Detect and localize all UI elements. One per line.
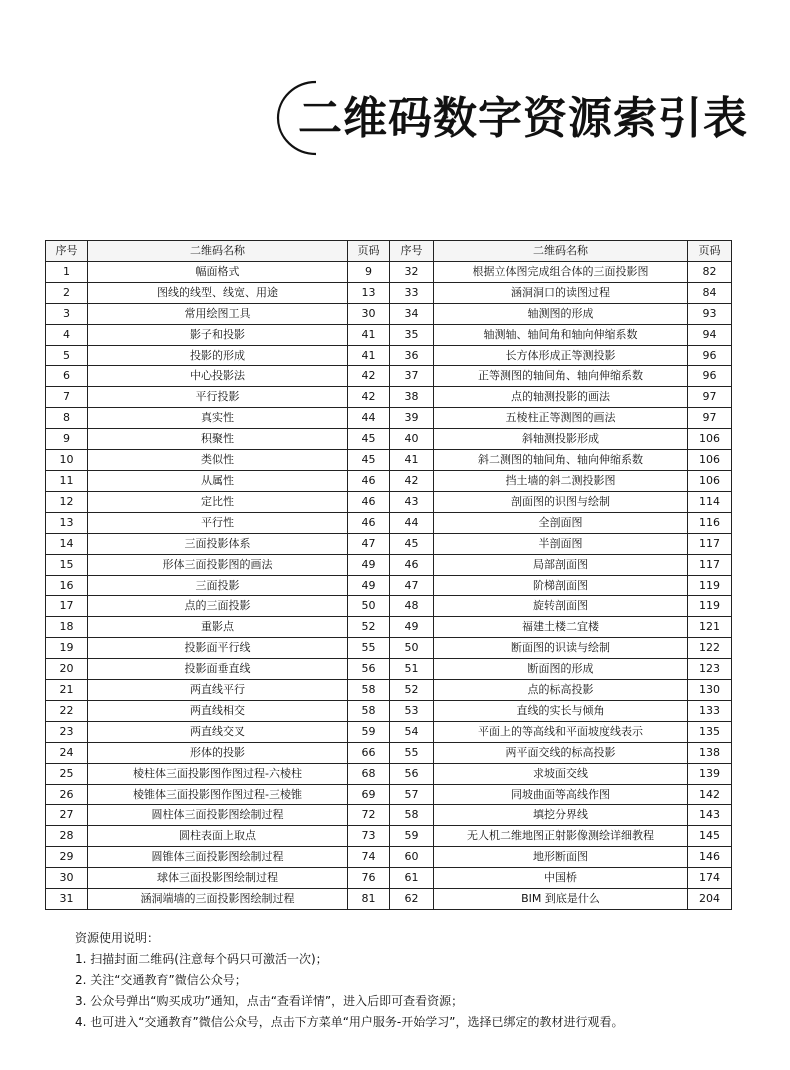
row-number-left: 24 (46, 742, 88, 763)
page-number-left: 74 (348, 847, 390, 868)
page-number-right: 117 (688, 554, 732, 575)
row-number-right: 57 (390, 784, 434, 805)
qr-name-left: 投影的形成 (88, 345, 348, 366)
table-row (46, 324, 732, 345)
row-number-left: 2 (46, 282, 88, 303)
row-number-right: 47 (390, 575, 434, 596)
qr-name-left: 真实性 (88, 408, 348, 429)
qr-name-left: 中心投影法 (88, 366, 348, 387)
header-no-left: 序号 (46, 241, 88, 262)
row-number-left: 9 (46, 429, 88, 450)
table-row (46, 805, 732, 826)
qr-name-right: 挡土墙的斜二测投影图 (434, 470, 688, 491)
row-number-left: 22 (46, 700, 88, 721)
table-row (46, 721, 732, 742)
page-number-left: 49 (348, 575, 390, 596)
row-number-left: 19 (46, 638, 88, 659)
qr-name-right: 阶梯剖面图 (434, 575, 688, 596)
qr-name-left: 图线的线型、线宽、用途 (88, 282, 348, 303)
row-number-left: 10 (46, 450, 88, 471)
row-number-right: 35 (390, 324, 434, 345)
row-number-right: 49 (390, 617, 434, 638)
row-number-right: 34 (390, 303, 434, 324)
row-number-right: 33 (390, 282, 434, 303)
header-name-right: 二维码名称 (434, 241, 688, 262)
qr-name-left: 类似性 (88, 450, 348, 471)
row-number-right: 32 (390, 261, 434, 282)
page-number-left: 46 (348, 512, 390, 533)
table-row (46, 659, 732, 680)
row-number-right: 45 (390, 533, 434, 554)
page-number-right: 133 (688, 700, 732, 721)
row-number-left: 7 (46, 387, 88, 408)
row-number-right: 46 (390, 554, 434, 575)
page-number-right: 130 (688, 680, 732, 701)
row-number-right: 44 (390, 512, 434, 533)
qr-name-right: BIM 到底是什么 (434, 889, 688, 910)
page-number-right: 121 (688, 617, 732, 638)
table-header-row (46, 241, 732, 262)
row-number-left: 13 (46, 512, 88, 533)
page-number-right: 174 (688, 868, 732, 889)
row-number-left: 26 (46, 784, 88, 805)
row-number-right: 62 (390, 889, 434, 910)
qr-name-right: 根据立体图完成组合体的三面投影图 (434, 261, 688, 282)
table-row (46, 303, 732, 324)
page-number-left: 46 (348, 470, 390, 491)
qr-name-right: 点的轴测投影的画法 (434, 387, 688, 408)
page-number-left: 72 (348, 805, 390, 826)
table-row (46, 387, 732, 408)
qr-name-right: 同坡曲面等高线作图 (434, 784, 688, 805)
row-number-right: 50 (390, 638, 434, 659)
page-number-left: 55 (348, 638, 390, 659)
page-number-right: 94 (688, 324, 732, 345)
qr-name-left: 平行投影 (88, 387, 348, 408)
table-row (46, 470, 732, 491)
row-number-left: 31 (46, 889, 88, 910)
row-number-left: 17 (46, 596, 88, 617)
page-number-right: 117 (688, 533, 732, 554)
page-number-right: 145 (688, 826, 732, 847)
qr-name-right: 五棱柱正等测图的画法 (434, 408, 688, 429)
page-number-right: 204 (688, 889, 732, 910)
usage-heading: 资源使用说明： (75, 931, 160, 945)
title-block (268, 78, 748, 158)
qr-name-left: 影子和投影 (88, 324, 348, 345)
qr-name-right: 局部剖面图 (434, 554, 688, 575)
qr-name-right: 轴测轴、轴间角和轴向伸缩系数 (434, 324, 688, 345)
row-number-left: 20 (46, 659, 88, 680)
qr-name-left: 棱锥体三面投影图作图过程-三棱锥 (88, 784, 348, 805)
qr-name-right: 填挖分界线 (434, 805, 688, 826)
row-number-left: 21 (46, 680, 88, 701)
page-number-right: 93 (688, 303, 732, 324)
qr-name-right: 福建土楼二宜楼 (434, 617, 688, 638)
row-number-left: 5 (46, 345, 88, 366)
qr-name-right: 求坡面交线 (434, 763, 688, 784)
row-number-right: 55 (390, 742, 434, 763)
qr-name-left: 形体三面投影图的画法 (88, 554, 348, 575)
qr-name-left: 圆柱体三面投影图绘制过程 (88, 805, 348, 826)
qr-name-right: 斜轴测投影形成 (434, 429, 688, 450)
qr-name-right: 旋转剖面图 (434, 596, 688, 617)
page-number-right: 96 (688, 345, 732, 366)
row-number-right: 61 (390, 868, 434, 889)
table-row (46, 742, 732, 763)
usage-item: 4. 也可进入“交通教育”微信公众号，点击下方菜单“用户服务-开始学习”，选择已绑定的教材进行观看。 (75, 1015, 624, 1029)
row-number-left: 29 (46, 847, 88, 868)
page-number-left: 50 (348, 596, 390, 617)
qr-name-right: 两平面交线的标高投影 (434, 742, 688, 763)
page-number-left: 76 (348, 868, 390, 889)
qr-name-left: 涵洞端墙的三面投影图绘制过程 (88, 889, 348, 910)
page-number-left: 52 (348, 617, 390, 638)
page-number-right: 84 (688, 282, 732, 303)
row-number-left: 3 (46, 303, 88, 324)
page-number-left: 13 (348, 282, 390, 303)
row-number-right: 54 (390, 721, 434, 742)
table-body (46, 261, 732, 909)
qr-name-left: 幅面格式 (88, 261, 348, 282)
row-number-left: 16 (46, 575, 88, 596)
page-number-right: 123 (688, 659, 732, 680)
page-number-left: 42 (348, 387, 390, 408)
page-number-left: 42 (348, 366, 390, 387)
page-number-right: 106 (688, 470, 732, 491)
header-page-left: 页码 (348, 241, 390, 262)
qr-name-right: 正等测图的轴间角、轴向伸缩系数 (434, 366, 688, 387)
page-number-left: 56 (348, 659, 390, 680)
table-row (46, 847, 732, 868)
table-row (46, 575, 732, 596)
qr-name-right: 长方体形成正等测投影 (434, 345, 688, 366)
page-number-left: 44 (348, 408, 390, 429)
row-number-right: 52 (390, 680, 434, 701)
row-number-left: 23 (46, 721, 88, 742)
page-number-left: 66 (348, 742, 390, 763)
row-number-right: 42 (390, 470, 434, 491)
qr-name-left: 两直线平行 (88, 680, 348, 701)
table-row (46, 512, 732, 533)
row-number-left: 12 (46, 491, 88, 512)
qr-name-right: 地形断面图 (434, 847, 688, 868)
table-row (46, 700, 732, 721)
page-number-right: 138 (688, 742, 732, 763)
page-number-right: 119 (688, 596, 732, 617)
page-number-right: 143 (688, 805, 732, 826)
qr-name-right: 全剖面图 (434, 512, 688, 533)
table-row (46, 680, 732, 701)
row-number-left: 30 (46, 868, 88, 889)
table-row (46, 282, 732, 303)
table-row (46, 408, 732, 429)
row-number-right: 40 (390, 429, 434, 450)
row-number-left: 18 (46, 617, 88, 638)
usage-item: 3. 公众号弹出“购买成功”通知，点击“查看详情”，进入后即可查看资源； (75, 994, 464, 1008)
qr-name-left: 定比性 (88, 491, 348, 512)
usage-item: 2. 关注“交通教育”微信公众号； (75, 973, 247, 987)
row-number-right: 58 (390, 805, 434, 826)
row-number-right: 36 (390, 345, 434, 366)
qr-name-left: 从属性 (88, 470, 348, 491)
page-number-left: 9 (348, 261, 390, 282)
page-number-right: 114 (688, 491, 732, 512)
page-number-right: 96 (688, 366, 732, 387)
row-number-right: 60 (390, 847, 434, 868)
qr-name-left: 投影面垂直线 (88, 659, 348, 680)
page-number-left: 45 (348, 429, 390, 450)
qr-name-right: 半剖面图 (434, 533, 688, 554)
row-number-right: 59 (390, 826, 434, 847)
qr-name-left: 重影点 (88, 617, 348, 638)
qr-name-left: 圆柱表面上取点 (88, 826, 348, 847)
header-page-right: 页码 (688, 241, 732, 262)
qr-name-left: 积聚性 (88, 429, 348, 450)
row-number-left: 15 (46, 554, 88, 575)
table-row (46, 366, 732, 387)
qr-name-left: 两直线交叉 (88, 721, 348, 742)
table-row (46, 638, 732, 659)
qr-name-left: 三面投影 (88, 575, 348, 596)
row-number-left: 27 (46, 805, 88, 826)
page-number-left: 73 (348, 826, 390, 847)
row-number-right: 53 (390, 700, 434, 721)
row-number-left: 1 (46, 261, 88, 282)
header-name-left: 二维码名称 (88, 241, 348, 262)
page-number-right: 106 (688, 429, 732, 450)
qr-name-right: 轴测图的形成 (434, 303, 688, 324)
qr-name-right: 直线的实长与倾角 (434, 700, 688, 721)
page-number-left: 59 (348, 721, 390, 742)
row-number-right: 37 (390, 366, 434, 387)
page-number-right: 97 (688, 387, 732, 408)
page-number-left: 69 (348, 784, 390, 805)
usage-item: 1. 扫描封面二维码(注意每个码只可激活一次)； (75, 952, 328, 966)
table-row (46, 491, 732, 512)
qr-name-left: 两直线相交 (88, 700, 348, 721)
qr-name-right: 平面上的等高线和平面坡度线表示 (434, 721, 688, 742)
row-number-left: 4 (46, 324, 88, 345)
row-number-left: 25 (46, 763, 88, 784)
page-number-right: 122 (688, 638, 732, 659)
qr-name-left: 常用绘图工具 (88, 303, 348, 324)
page-number-left: 30 (348, 303, 390, 324)
qr-name-right: 断面图的识读与绘制 (434, 638, 688, 659)
row-number-right: 41 (390, 450, 434, 471)
header-no-right: 序号 (390, 241, 434, 262)
page-number-left: 41 (348, 324, 390, 345)
qr-name-right: 点的标高投影 (434, 680, 688, 701)
row-number-right: 43 (390, 491, 434, 512)
qr-name-left: 棱柱体三面投影图作图过程-六棱柱 (88, 763, 348, 784)
page-number-left: 46 (348, 491, 390, 512)
table-row (46, 784, 732, 805)
row-number-right: 39 (390, 408, 434, 429)
page-number-left: 47 (348, 533, 390, 554)
table-row (46, 261, 732, 282)
table-row (46, 429, 732, 450)
qr-name-left: 三面投影体系 (88, 533, 348, 554)
table-row (46, 763, 732, 784)
page-number-right: 135 (688, 721, 732, 742)
table-row (46, 889, 732, 910)
table-row (46, 617, 732, 638)
table-row (46, 554, 732, 575)
qr-name-left: 点的三面投影 (88, 596, 348, 617)
page-number-left: 58 (348, 680, 390, 701)
qr-name-right: 中国桥 (434, 868, 688, 889)
table-row (46, 596, 732, 617)
row-number-right: 48 (390, 596, 434, 617)
qr-name-right: 剖面图的识图与绘制 (434, 491, 688, 512)
qr-index-table (45, 240, 732, 910)
page-number-left: 49 (348, 554, 390, 575)
page-number-right: 146 (688, 847, 732, 868)
row-number-left: 6 (46, 366, 88, 387)
row-number-right: 38 (390, 387, 434, 408)
page-number-left: 45 (348, 450, 390, 471)
qr-name-right: 无人机二维地图正射影像测绘详细教程 (434, 826, 688, 847)
page-number-right: 142 (688, 784, 732, 805)
table-row (46, 450, 732, 471)
row-number-left: 14 (46, 533, 88, 554)
page-number-right: 116 (688, 512, 732, 533)
page-number-left: 68 (348, 763, 390, 784)
table-row (46, 533, 732, 554)
qr-name-right: 断面图的形成 (434, 659, 688, 680)
qr-name-left: 平行性 (88, 512, 348, 533)
qr-name-left: 投影面平行线 (88, 638, 348, 659)
qr-name-left: 圆锥体三面投影图绘制过程 (88, 847, 348, 868)
row-number-left: 8 (46, 408, 88, 429)
row-number-right: 51 (390, 659, 434, 680)
table-row (46, 868, 732, 889)
table-row (46, 345, 732, 366)
page-number-right: 82 (688, 261, 732, 282)
row-number-right: 56 (390, 763, 434, 784)
page-number-right: 119 (688, 575, 732, 596)
row-number-left: 11 (46, 470, 88, 491)
row-number-left: 28 (46, 826, 88, 847)
qr-name-right: 斜二测图的轴间角、轴向伸缩系数 (434, 450, 688, 471)
qr-name-left: 球体三面投影图绘制过程 (88, 868, 348, 889)
page-number-right: 97 (688, 408, 732, 429)
page-number-right: 106 (688, 450, 732, 471)
qr-name-right: 涵洞洞口的读图过程 (434, 282, 688, 303)
page-number-right: 139 (688, 763, 732, 784)
table-row (46, 826, 732, 847)
page-title: 二维码数字资源索引表 (298, 93, 748, 144)
qr-name-left: 形体的投影 (88, 742, 348, 763)
page-number-left: 58 (348, 700, 390, 721)
page-number-left: 41 (348, 345, 390, 366)
page-number-left: 81 (348, 889, 390, 910)
usage-instructions (75, 928, 775, 1033)
